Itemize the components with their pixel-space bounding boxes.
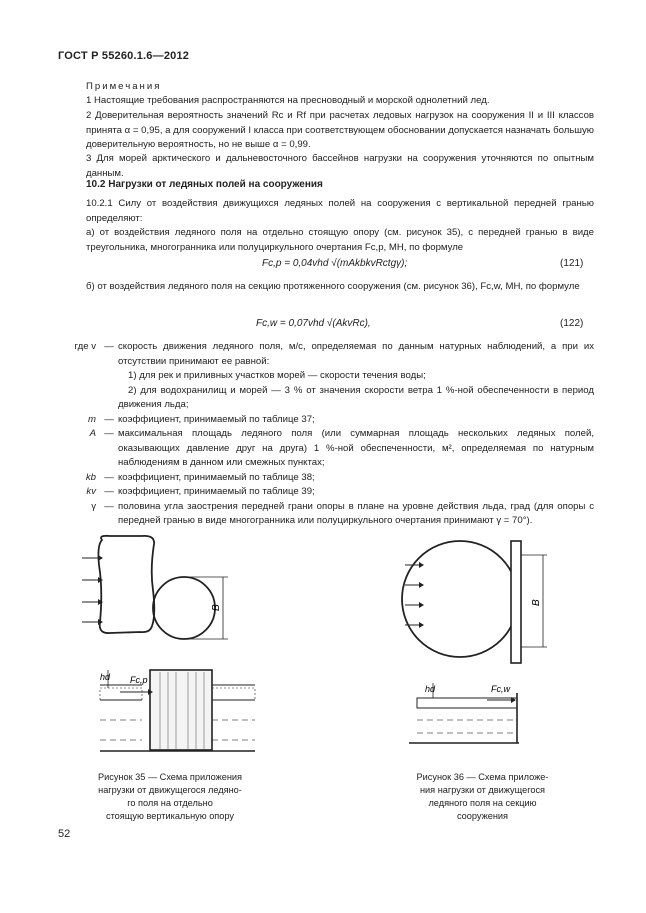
formula-122: Fc,w = 0,07vhd √(AkvRc), — [256, 318, 371, 329]
formula-121: Fc,p = 0,04vhd √(mAkbkvRctgγ); — [262, 258, 408, 269]
figure-36 — [395, 535, 570, 745]
note-2: 2 Доверительная вероятность значений Rc и Rf при расчетах ледовых нагрузок на сооружения II и III классов принята α = 0,95, а для сооружений I класса при соответствующем обосновании допускается назначать большую доверительную вероятность, но не выше α = 0,99. — [86, 110, 594, 150]
section-title: 10.2 Нагрузки от ледяных полей на сооружения — [86, 179, 323, 190]
definition-row: m — коэффициент, принимаемый по таблице 37; — [88, 413, 315, 425]
definition-row: 2) для водохранилищ и морей — 3 % от значения скорости ветра 1 %-ной обеспеченности в период движения льда; — [118, 384, 594, 410]
fig36-f-label: Fc,w — [491, 684, 510, 694]
paragraph-10-2-1: 10.2.1 Силу от воздействия движущихся ледяных полей на сооружения с вертикальной передней гранью определяют: — [86, 198, 594, 224]
note-1: 1 Настоящие требования распространяются на пресноводный и морской однолетний лед. — [86, 95, 490, 106]
definition-row: kv — коэффициент, принимаемый по таблице 39; — [86, 486, 315, 497]
figure-36-caption: Рисунок 36 — Схема приложе- ния нагрузки от движущегося ледяного поля на секцию сооружения — [416, 772, 549, 821]
figure-35 — [80, 530, 260, 765]
definition-row: γ — половина угла заострения передней грани опоры в плане на уровне действия льда, град (для опоры с передней гранью в виде многогранника или полуциркульного очертания принимают γ = 70°). — [91, 500, 594, 526]
definition-row: где v — скорость движения ледяного поля, м/с, определяемая по данным натурных наблюдений, а при их отсутствии принимают ее равной: — [74, 341, 594, 367]
definition-row: kb — коэффициент, принимаемый по таблице 38; — [85, 471, 315, 483]
formula-122-number: (122) — [560, 318, 584, 329]
page-number: 52 — [58, 828, 71, 840]
paragraph-a: а) от воздействия ледяного поля на отдельно стоящую опору (см. рисунок 35), с передней гранью в виде треугольника, многогранника или полуциркульного очертания Fc,p, МН, по формуле — [86, 227, 594, 253]
fig36-b-label: B — [531, 599, 542, 606]
definitions-list — [58, 340, 594, 529]
definition-row: A — максимальная площадь ледяного поля (или суммарная площадь нескольких ледяных полей, оказывающих давление друг на друга) 1 %-ной обеспеченности, м², определяемая по натурным наблюдениям в данном или смежных пунктах; — [89, 428, 594, 468]
definition-row: 1) для рек и приливных участков морей — скорости течения воды; — [128, 370, 426, 381]
note-3: 3 Для морей арктического и дальневосточного бассейнов нагрузки на сооружения уточняются по опытным данным. — [86, 153, 594, 179]
formula-121-number: (121) — [560, 258, 584, 269]
fig35-f-label: Fc,p — [130, 675, 148, 685]
notes-title: Примечания — [86, 81, 162, 92]
document-header: ГОСТ Р 55260.1.6—2012 — [58, 50, 190, 62]
fig36-h-label: hd — [425, 684, 436, 694]
fig35-b-label: B — [211, 604, 222, 611]
figure-35-caption: Рисунок 35 — Схема приложения нагрузки от движущегося ледяно- го поля на отдельно стоящую вертикальную опору — [97, 772, 243, 821]
paragraph-b: б) от воздействия ледяного поля на секцию протяженного сооружения (см. рисунок 36), Fc,w, МН, по формуле — [86, 281, 580, 292]
fig35-h-label: hd — [100, 672, 111, 682]
